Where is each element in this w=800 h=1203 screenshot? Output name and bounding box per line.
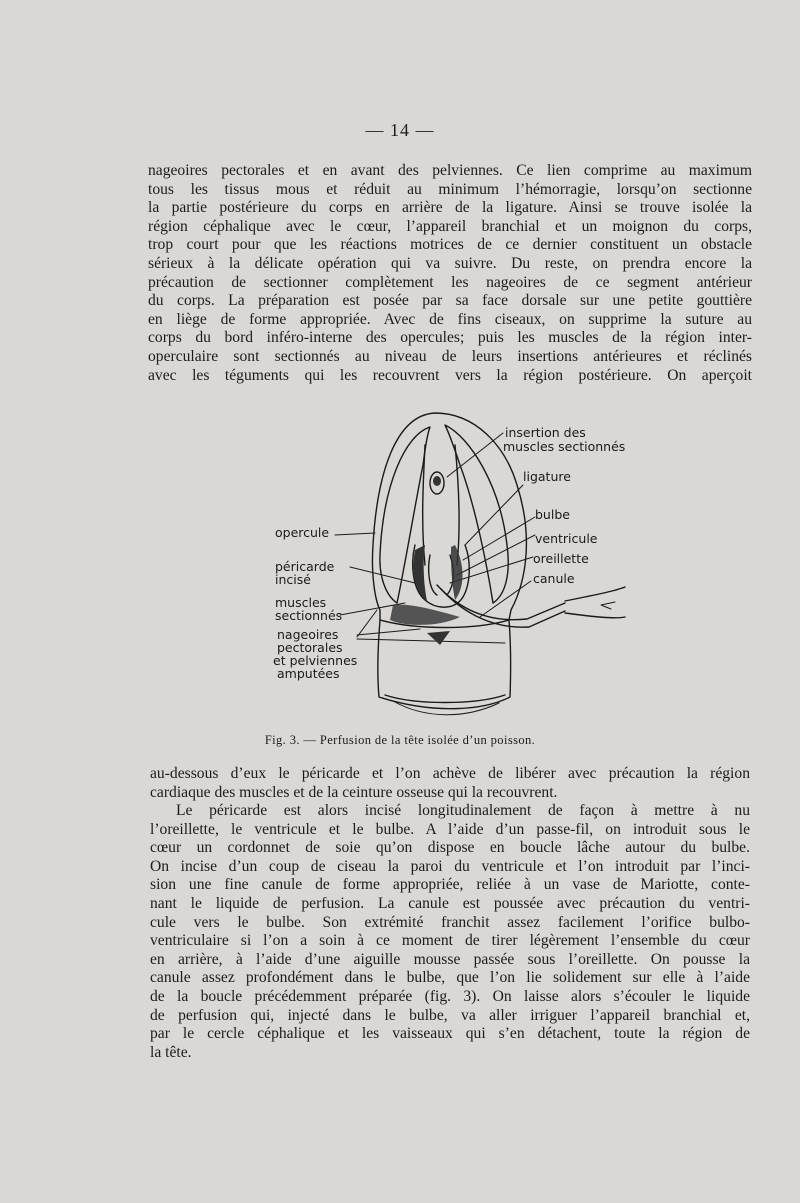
paragraph-3: [150, 802, 750, 1062]
label-ligature: ligature: [523, 469, 571, 484]
text-line: par le cercle céphalique et les vaisseaux qui s’en détachent, toute la région de: [150, 1025, 750, 1043]
label-oreillette: oreillette: [533, 551, 589, 566]
text-line: On incise d’un coup de ciseau la paroi du ventricule et l’on introduit par l’inci-: [150, 857, 750, 875]
paragraph-1: [148, 162, 752, 385]
paragraph-2: [150, 765, 750, 802]
text-line: Le péricarde est alors incisé longitudinalement de façon à mettre à nu: [176, 802, 750, 819]
label-pericarde: péricarde: [275, 559, 335, 574]
label-nageoires: nageoires: [277, 627, 339, 642]
text-line: la partie postérieure du corps en arrière de la ligature. Ainsi se trouve isolée la: [148, 199, 752, 217]
label-muscles-2: sectionnés: [275, 608, 343, 623]
text-line: sérieux à la délicate opération qui va suivre. Du reste, on prendra encore la: [148, 254, 752, 272]
label-nageoires-4: amputées: [277, 666, 340, 681]
label-nageoires-3: et pelviennes: [273, 653, 358, 668]
text-line: nant le liquide de perfusion. La canule est poussée avec précaution du ventri-: [150, 894, 750, 912]
label-nageoires-2: pectorales: [277, 640, 343, 655]
text-line: précaution de sectionner complètement les nageoires de ce segment antérieur: [148, 273, 752, 291]
fish-head-perfusion-figure: [265, 405, 630, 725]
label-bulbe: bulbe: [535, 507, 570, 522]
label-insertion: insertion des: [505, 425, 586, 440]
text-line: canule assez profondément dans le bulbe, que l’on lie solidement sur elle à l’aide: [150, 969, 750, 987]
text-line: trop court pour que les réactions motrices de ce dernier constituent un obstacle: [148, 236, 752, 254]
text-line: tous les tissus mous et réduit au minimum l’hémorragie, lorsqu’on sectionne: [148, 180, 752, 198]
text-line: cardiaque des muscles et de la ceinture osseuse qui la recouvrent.: [150, 783, 558, 801]
text-line: en liège de forme appropriée. Avec de fins ciseaux, on supprime la suture au: [148, 310, 752, 328]
page-number: — 14 —: [365, 120, 435, 140]
label-insertion-2: muscles sectionnés: [503, 439, 626, 454]
text-line: région céphalique avec le cœur, l’appareil branchial et un moignon du corps,: [148, 217, 752, 235]
label-canule: canule: [533, 571, 575, 586]
figure-caption: Fig. 3. — Perfusion de la tête isolée d’un poisson.: [264, 733, 536, 747]
label-muscles: muscles: [275, 595, 327, 610]
text-line: sion une fine canule de forme appropriée, reliée à un vase de Mariotte, conte-: [150, 876, 750, 894]
label-opercule: opercule: [275, 525, 330, 540]
text-line: au-dessous d’eux le péricarde et l’on achève de libérer avec précaution la région: [150, 765, 750, 782]
text-line: de perfusion qui, injecté dans le bulbe, va aller irriguer l’appareil branchial et,: [150, 1006, 750, 1024]
text-line: cœur un cordonnet de soie qu’on dispose en boucle lâche autour du bulbe.: [150, 839, 750, 857]
text-line: la tête.: [150, 1043, 192, 1061]
text-line: cule vers le bulbe. Son extrémité franchit assez facilement l’orifice bulbo-: [150, 913, 750, 931]
text-line: operculaire sont sectionnés au niveau de leurs insertions antérieures et réclinés: [148, 347, 752, 365]
text-line: l’oreillette, le ventricule et le bulbe. A l’aide d’un passe-fil, on introduit sous le: [150, 820, 750, 838]
text-line: de la boucle précédemment préparée (fig. 3). On laisse alors s’écouler le liquide: [150, 987, 750, 1005]
text-line: ventriculaire si l’on a soin à ce moment de tirer légèrement l’ensemble du cœur: [150, 932, 750, 950]
text-line: nageoires pectorales et en avant des pelviennes. Ce lien comprime au maximum: [148, 162, 752, 179]
text-line: du corps. La préparation est posée par sa face dorsale sur une petite gouttière: [148, 292, 752, 310]
label-pericarde-2: incisé: [275, 572, 311, 587]
text-line: avec les téguments qui les recouvrent vers la région postérieure. On aperçoit: [148, 366, 752, 384]
text-line: en arrière, à l’aide d’une aiguille mousse passée sous l’oreillette. On pousse la: [150, 950, 750, 968]
label-ventricule: ventricule: [535, 531, 598, 546]
text-line: corps du bord inféro-interne des opercules; puis les muscles de la région inter-: [148, 329, 752, 347]
